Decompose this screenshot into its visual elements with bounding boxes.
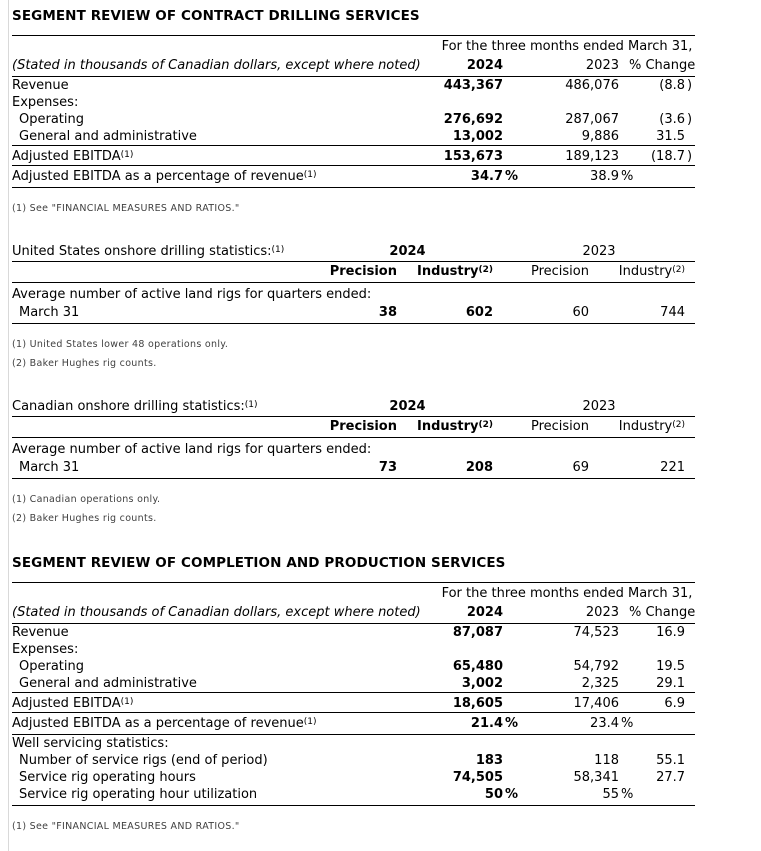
cell-2024 — [439, 111, 513, 128]
footnote: (1) United States lower 48 operations only. — [12, 339, 229, 350]
section-title-contract-drilling: SEGMENT REVIEW OF CONTRACT DRILLING SERVICES — [12, 8, 420, 24]
table-row-revenue — [12, 624, 695, 642]
cell-label: March 31 — [12, 459, 312, 479]
cell-value: Precision — [530, 264, 589, 279]
cell-value: 73 — [378, 460, 397, 475]
cell-value: (3.6 — [659, 112, 686, 127]
cell-value: Precision — [329, 264, 397, 279]
cell-label — [12, 713, 439, 735]
cell-value: 6.9 — [664, 696, 686, 711]
cell-value: 2024 — [466, 605, 503, 620]
header-text: Industry — [618, 264, 673, 279]
cell-change — [629, 166, 695, 188]
cell-change — [629, 693, 695, 713]
column-header-change — [629, 603, 695, 624]
cell-label: Average number of active land rigs for quarters ended: — [12, 442, 372, 457]
cell-2023 — [513, 128, 629, 146]
cell-value: 118 — [594, 753, 619, 768]
cell-value: 23.4 — [590, 716, 619, 731]
footnote-ref: (2) — [478, 265, 493, 275]
cell-label: Average number of active land rigs for quarters ended: — [12, 287, 372, 302]
cell-value: 69 — [572, 460, 589, 475]
footnote: (1) Canadian operations only. — [12, 494, 161, 505]
cell-suffix: % — [505, 787, 519, 802]
column-header-industry-2024 — [407, 417, 503, 438]
cell-label: Expenses: — [12, 642, 79, 657]
column-header-industry-2023 — [599, 417, 695, 438]
cell-precision-2024 — [312, 459, 407, 479]
us-drilling-stats-table — [12, 242, 695, 324]
cell-value: 19.5 — [656, 659, 686, 674]
cell-value: 31.5 — [656, 129, 686, 144]
cell-2024 — [439, 693, 513, 713]
cell-value: 208 — [465, 460, 493, 475]
table-header-row — [12, 56, 695, 77]
table-row-group-label — [12, 438, 695, 460]
cell-industry-2024 — [407, 304, 503, 324]
table-row-march-31 — [12, 459, 695, 479]
cell-value: 58,341 — [573, 770, 619, 785]
year-header-2024: 2024 — [312, 397, 503, 417]
cell-2023 — [513, 713, 634, 735]
cell-change — [629, 658, 695, 675]
cell-2023 — [513, 77, 629, 95]
cell-value: 153,673 — [443, 149, 503, 164]
cell-value: 221 — [660, 460, 685, 475]
cell-label — [12, 146, 439, 166]
period-header: For the three months ended March 31, — [441, 586, 693, 601]
cell-value — [619, 419, 685, 434]
cell-change — [629, 752, 695, 769]
cell-value: 60 — [572, 305, 589, 320]
cell-2023 — [513, 675, 629, 693]
table-years-row — [12, 242, 695, 262]
page-left-edge-line — [8, 0, 9, 851]
cell-value: 276,692 — [443, 112, 503, 127]
cell-label-text: Adjusted EBITDA as a percentage of revenue — [12, 169, 304, 184]
cell-value: % Change — [629, 58, 696, 73]
cell-value — [417, 419, 493, 434]
stats-table-title — [12, 242, 312, 262]
cell-change — [629, 713, 695, 735]
cell-suffix: % — [505, 716, 519, 731]
cell-change — [629, 675, 695, 693]
cell-value: Precision — [530, 419, 589, 434]
table-row-operating-hours — [12, 769, 695, 786]
cell-label: Service rig operating hours — [19, 770, 196, 785]
cell-value: 27.7 — [656, 770, 686, 785]
year-header-2024: 2024 — [312, 242, 503, 262]
cell-2023 — [513, 693, 629, 713]
table-row-service-rigs — [12, 752, 695, 769]
footnote-ref: (2) — [672, 420, 685, 430]
cell-value — [619, 264, 685, 279]
cell-label: Operating — [19, 659, 84, 674]
cell-2024 — [439, 624, 513, 642]
cell-value: 74,505 — [452, 770, 503, 785]
cell-2024 — [439, 675, 513, 693]
table-row-well-servicing-heading — [12, 735, 695, 753]
stub-header: (Stated in thousands of Canadian dollars, except where noted) — [12, 603, 439, 624]
cell-suffix: % — [621, 169, 634, 184]
empty-cell — [12, 583, 439, 604]
cell-change — [629, 769, 695, 786]
table-row-hour-utilization — [12, 786, 695, 806]
footnote-ref: (1) — [303, 717, 317, 727]
cell-2023 — [513, 111, 629, 128]
cell-value: 18,605 — [452, 696, 503, 711]
stub-header: (Stated in thousands of Canadian dollars, except where noted) — [12, 56, 439, 77]
cell-label: Operating — [19, 112, 84, 127]
table-header-row — [12, 603, 695, 624]
stats-title-text: Canadian onshore drilling statistics: — [12, 399, 245, 414]
cell-label: Expenses: — [12, 95, 79, 110]
table-row-expenses-heading — [12, 94, 695, 111]
empty-cell — [12, 36, 439, 57]
cell-value: 183 — [475, 753, 503, 768]
table-row-group-label — [12, 283, 695, 305]
cell-value: % Change — [629, 605, 696, 620]
cell-precision-2023 — [503, 459, 599, 479]
cell-value: 602 — [465, 305, 493, 320]
cell-value: 17,406 — [573, 696, 619, 711]
cell-2024 — [439, 77, 513, 95]
footnote-ref: (2) — [478, 420, 493, 430]
cell-value: 50 — [484, 787, 503, 802]
table-row-general-admin — [12, 128, 695, 146]
cell-value: 74,523 — [573, 625, 619, 640]
column-header-2023 — [513, 603, 629, 624]
year-header-2023: 2023 — [503, 242, 695, 262]
cell-label: General and administrative — [19, 129, 197, 144]
cell-2024 — [439, 128, 513, 146]
document-page — [12, 0, 695, 833]
cell-change — [629, 111, 695, 128]
cell-2024 — [439, 769, 513, 786]
empty-cell — [12, 417, 312, 438]
column-header-2024 — [439, 603, 513, 624]
cell-industry-2024 — [407, 459, 503, 479]
footnote-ref: (1) — [120, 697, 134, 707]
cell-change — [629, 624, 695, 642]
table-row-revenue — [12, 77, 695, 95]
cell-value: 2024 — [466, 58, 503, 73]
year-header-2023: 2023 — [503, 397, 695, 417]
table-row-adjusted-ebitda — [12, 146, 695, 166]
footnote: (1) See "FINANCIAL MEASURES AND RATIOS." — [12, 821, 240, 832]
cell-change — [629, 786, 695, 806]
header-text: Industry — [618, 419, 673, 434]
cdn-drilling-stats-table — [12, 397, 695, 479]
table-row-operating — [12, 658, 695, 675]
column-header-precision-2024 — [312, 417, 407, 438]
table-row-operating — [12, 111, 695, 128]
section-title-completion-production: SEGMENT REVIEW OF COMPLETION AND PRODUCTION SERVICES — [12, 555, 506, 571]
cell-label — [12, 693, 439, 713]
cell-label-text: Adjusted EBITDA — [12, 149, 121, 164]
cell-2024 — [439, 713, 519, 735]
cell-label: Revenue — [12, 78, 69, 93]
cell-value: 189,123 — [565, 149, 619, 164]
cell-2024 — [439, 146, 513, 166]
table-row-march-31 — [12, 304, 695, 324]
cell-value: 38.9 — [590, 169, 619, 184]
header-text: Industry — [417, 419, 479, 434]
cell-value: 55.1 — [656, 753, 686, 768]
cell-value: 9,886 — [581, 129, 619, 144]
table-row — [12, 36, 695, 57]
cell-suffix: ) — [687, 112, 693, 127]
footnote: (2) Baker Hughes rig counts. — [12, 513, 157, 524]
column-header-change — [629, 56, 695, 77]
cell-suffix: ) — [687, 78, 693, 93]
cell-suffix: % — [621, 787, 634, 802]
footnote-ref: (1) — [120, 150, 134, 160]
table-row — [12, 583, 695, 604]
table-row-adjusted-ebitda-pct — [12, 713, 695, 735]
table-header-row — [12, 417, 695, 438]
cell-label: Well servicing statistics: — [12, 736, 169, 751]
cell-suffix: ) — [687, 149, 693, 164]
cell-change — [629, 146, 695, 166]
table-row-expenses-heading — [12, 641, 695, 658]
cell-2023 — [513, 752, 629, 769]
cell-label: Service rig operating hour utilization — [12, 786, 439, 806]
cell-industry-2023 — [599, 304, 695, 324]
contract-drilling-table — [12, 35, 695, 188]
cell-value: 87,087 — [452, 625, 503, 640]
cell-value: 2023 — [585, 605, 619, 620]
cell-2024 — [439, 752, 513, 769]
cell-value: 38 — [378, 305, 397, 320]
cell-label-text: Adjusted EBITDA as a percentage of revenue — [12, 716, 304, 731]
footnote-ref: (1) — [244, 400, 258, 410]
column-header-industry-2023 — [599, 262, 695, 283]
cell-value — [417, 264, 493, 279]
cell-2023 — [513, 658, 629, 675]
cell-value: 486,076 — [565, 78, 619, 93]
cell-industry-2023 — [599, 459, 695, 479]
completion-production-table — [12, 582, 695, 806]
cell-value: 2,325 — [581, 676, 619, 691]
cell-value: 55 — [602, 787, 619, 802]
cell-label: Number of service rigs (end of period) — [19, 753, 268, 768]
cell-value: 287,067 — [565, 112, 619, 127]
cell-suffix: % — [505, 169, 519, 184]
cell-label: General and administrative — [19, 676, 197, 691]
cell-value: 16.9 — [656, 625, 686, 640]
column-header-2023 — [513, 56, 629, 77]
footnote-ref: (1) — [303, 170, 317, 180]
footnote: (2) Baker Hughes rig counts. — [12, 358, 157, 369]
cell-2023 — [513, 786, 634, 806]
cell-value: 3,002 — [461, 676, 503, 691]
cell-value: 443,367 — [443, 78, 503, 93]
cell-change — [629, 77, 695, 95]
table-years-row — [12, 397, 695, 417]
cell-2024 — [439, 658, 513, 675]
table-row-general-admin — [12, 675, 695, 693]
column-header-precision-2023 — [503, 417, 599, 438]
cell-2024 — [439, 786, 519, 806]
cell-value: 2023 — [585, 58, 619, 73]
cell-2023 — [513, 624, 629, 642]
column-header-precision-2024 — [312, 262, 407, 283]
cell-value: 744 — [660, 305, 685, 320]
cell-value: 65,480 — [452, 659, 503, 674]
column-header-precision-2023 — [503, 262, 599, 283]
cell-value: Precision — [329, 419, 397, 434]
footnote-ref: (1) — [271, 245, 285, 255]
column-header-industry-2024 — [407, 262, 503, 283]
column-header-2024 — [439, 56, 513, 77]
footnote-ref: (2) — [672, 265, 685, 275]
cell-2023 — [513, 769, 629, 786]
cell-2024 — [439, 166, 519, 188]
cell-precision-2023 — [503, 304, 599, 324]
period-header: For the three months ended March 31, — [441, 39, 693, 54]
cell-value: (8.8 — [659, 78, 686, 93]
cell-value: 21.4 — [470, 716, 503, 731]
cell-change — [629, 128, 695, 146]
cell-suffix: % — [621, 716, 634, 731]
cell-label: Revenue — [12, 625, 69, 640]
table-header-row — [12, 262, 695, 283]
cell-value: 54,792 — [573, 659, 619, 674]
table-row-adjusted-ebitda-pct — [12, 166, 695, 188]
footnote: (1) See "FINANCIAL MEASURES AND RATIOS." — [12, 203, 240, 214]
table-row-adjusted-ebitda — [12, 693, 695, 713]
cell-2023 — [513, 146, 629, 166]
cell-2023 — [513, 166, 634, 188]
cell-label: March 31 — [12, 304, 312, 324]
header-text: Industry — [417, 264, 479, 279]
stats-title-text: United States onshore drilling statistics: — [12, 244, 272, 259]
cell-value: 29.1 — [656, 676, 686, 691]
cell-value: 13,002 — [452, 129, 503, 144]
cell-label — [12, 166, 439, 188]
cell-value: 34.7 — [470, 169, 503, 184]
stats-table-title — [12, 397, 312, 417]
empty-cell — [12, 262, 312, 283]
cell-precision-2024 — [312, 304, 407, 324]
cell-value: (18.7 — [650, 149, 686, 164]
cell-label-text: Adjusted EBITDA — [12, 696, 121, 711]
